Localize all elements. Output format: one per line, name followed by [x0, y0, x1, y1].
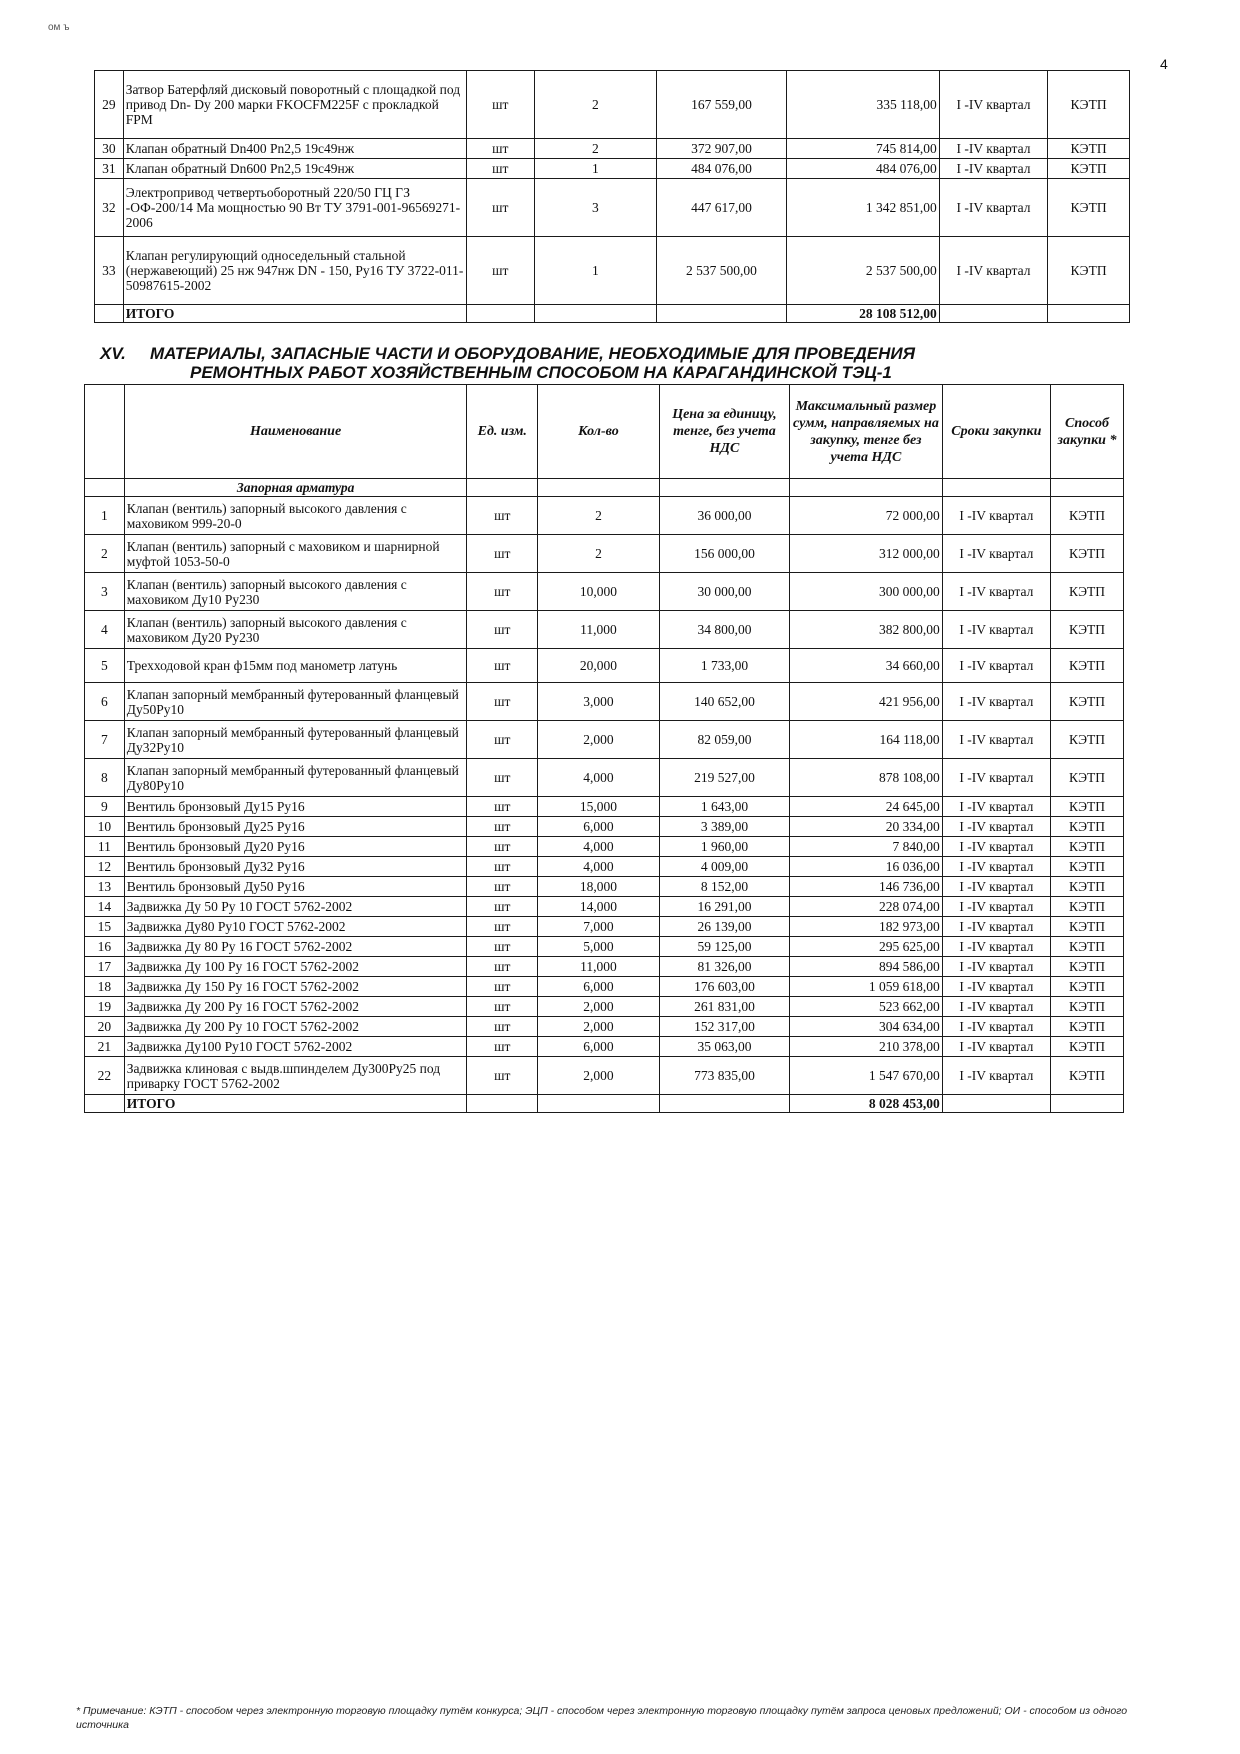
total-empty [659, 1095, 789, 1113]
item-unit: шт [467, 721, 538, 759]
item-name: Клапан обратный Dn600 Pn2,5 19с49нж [123, 159, 466, 179]
total-empty [467, 1095, 538, 1113]
table-row [85, 957, 1124, 977]
item-price: 3 389,00 [659, 817, 789, 837]
item-price: 36 000,00 [659, 497, 789, 535]
subgroup-title: Запорная арматура [124, 479, 467, 497]
item-sum: 878 108,00 [790, 759, 943, 797]
item-sum: 1 547 670,00 [790, 1057, 943, 1095]
item-unit: шт [467, 683, 538, 721]
item-price: 1 643,00 [659, 797, 789, 817]
total-sum: 28 108 512,00 [787, 305, 940, 323]
item-unit: шт [467, 957, 538, 977]
item-name: Задвижка Ду 80 Ру 16 ГОСТ 5762-2002 [124, 937, 467, 957]
item-method: КЭТП [1051, 917, 1124, 937]
item-sum: 304 634,00 [790, 1017, 943, 1037]
item-qty: 2,000 [538, 1057, 660, 1095]
item-sum: 1 342 851,00 [787, 179, 940, 237]
table-row [85, 917, 1124, 937]
table-row [95, 71, 1130, 139]
item-term: I -IV квартал [942, 937, 1050, 957]
item-term: I -IV квартал [942, 497, 1050, 535]
item-sum: 484 076,00 [787, 159, 940, 179]
item-name: Вентиль бронзовый Ду32 Ру16 [124, 857, 467, 877]
row-number: 3 [85, 573, 125, 611]
item-qty: 6,000 [538, 977, 660, 997]
header-row [85, 385, 1124, 479]
item-price: 82 059,00 [659, 721, 789, 759]
row-number: 4 [85, 611, 125, 649]
total-empty [466, 305, 535, 323]
row-number: 30 [95, 139, 124, 159]
item-method: КЭТП [1051, 683, 1124, 721]
row-number: 6 [85, 683, 125, 721]
item-term: I -IV квартал [942, 1037, 1050, 1057]
section-number: XV. [100, 344, 126, 363]
row-number: 21 [85, 1037, 125, 1057]
table-row [85, 683, 1124, 721]
item-qty: 2,000 [538, 1017, 660, 1037]
item-qty: 2 [538, 497, 660, 535]
header-method: Способ закупки * [1051, 385, 1124, 479]
item-qty: 11,000 [538, 611, 660, 649]
item-method: КЭТП [1051, 877, 1124, 897]
item-method: КЭТП [1051, 897, 1124, 917]
item-qty: 2 [535, 71, 657, 139]
item-sum: 16 036,00 [790, 857, 943, 877]
row-number: 7 [85, 721, 125, 759]
item-price: 773 835,00 [659, 1057, 789, 1095]
table-row [85, 721, 1124, 759]
row-number: 15 [85, 917, 125, 937]
item-price: 34 800,00 [659, 611, 789, 649]
item-qty: 11,000 [538, 957, 660, 977]
row-number: 17 [85, 957, 125, 977]
header-name: Наименование [124, 385, 467, 479]
item-sum: 182 973,00 [790, 917, 943, 937]
item-sum: 421 956,00 [790, 683, 943, 721]
item-method: КЭТП [1051, 497, 1124, 535]
item-term: I -IV квартал [939, 71, 1047, 139]
item-price: 219 527,00 [659, 759, 789, 797]
item-method: КЭТП [1051, 817, 1124, 837]
item-term: I -IV квартал [942, 649, 1050, 683]
item-name: Задвижка Ду 150 Ру 16 ГОСТ 5762-2002 [124, 977, 467, 997]
table-row [85, 997, 1124, 1017]
item-unit: шт [467, 917, 538, 937]
table-row [85, 837, 1124, 857]
row-number: 18 [85, 977, 125, 997]
item-method: КЭТП [1048, 159, 1130, 179]
row-number: 22 [85, 1057, 125, 1095]
table-row [85, 817, 1124, 837]
item-sum: 2 537 500,00 [787, 237, 940, 305]
item-unit: шт [467, 857, 538, 877]
item-name: Клапан запорный мембранный футерованный фланцевый Ду32Ру10 [124, 721, 467, 759]
item-price: 484 076,00 [656, 159, 786, 179]
item-term: I -IV квартал [942, 683, 1050, 721]
item-method: КЭТП [1051, 1057, 1124, 1095]
item-sum: 24 645,00 [790, 797, 943, 817]
item-name: Клапан регулирующий односедельный стальной (нержавеющий) 25 нж 947нж DN - 150, Ру16 ТУ 3722-011- 50987615-2002 [123, 237, 466, 305]
total-row [95, 305, 1130, 323]
item-method: КЭТП [1051, 649, 1124, 683]
item-term: I -IV квартал [942, 877, 1050, 897]
item-name: Вентиль бронзовый Ду20 Ру16 [124, 837, 467, 857]
item-term: I -IV квартал [942, 917, 1050, 937]
item-price: 167 559,00 [656, 71, 786, 139]
item-name: Задвижка Ду 200 Ру 16 ГОСТ 5762-2002 [124, 997, 467, 1017]
row-number: 29 [95, 71, 124, 139]
item-term: I -IV квартал [942, 759, 1050, 797]
item-name: Клапан (вентиль) запорный высокого давления с маховиком 999-20-0 [124, 497, 467, 535]
total-label: ИТОГО [124, 1095, 467, 1113]
item-term: I -IV квартал [939, 159, 1047, 179]
item-sum: 7 840,00 [790, 837, 943, 857]
item-unit: шт [467, 497, 538, 535]
table-row [85, 937, 1124, 957]
item-method: КЭТП [1048, 71, 1130, 139]
item-method: КЭТП [1051, 759, 1124, 797]
total-empty [95, 305, 124, 323]
item-price: 81 326,00 [659, 957, 789, 977]
row-number: 19 [85, 997, 125, 1017]
item-term: I -IV квартал [942, 957, 1050, 977]
item-term: I -IV квартал [939, 139, 1047, 159]
row-number: 32 [95, 179, 124, 237]
item-sum: 1 059 618,00 [790, 977, 943, 997]
item-name: Клапан обратный Dn400 Pn2,5 19с49нж [123, 139, 466, 159]
item-name: Задвижка Ду100 Ру10 ГОСТ 5762-2002 [124, 1037, 467, 1057]
total-empty [1048, 305, 1130, 323]
item-method: КЭТП [1051, 837, 1124, 857]
item-qty: 5,000 [538, 937, 660, 957]
item-unit: шт [467, 997, 538, 1017]
item-term: I -IV квартал [942, 817, 1050, 837]
item-qty: 2 [538, 535, 660, 573]
total-sum: 8 028 453,00 [790, 1095, 943, 1113]
item-sum: 335 118,00 [787, 71, 940, 139]
item-qty: 10,000 [538, 573, 660, 611]
item-method: КЭТП [1048, 237, 1130, 305]
item-price: 447 617,00 [656, 179, 786, 237]
row-number: 11 [85, 837, 125, 857]
item-price: 8 152,00 [659, 877, 789, 897]
item-sum: 72 000,00 [790, 497, 943, 535]
item-sum: 210 378,00 [790, 1037, 943, 1057]
total-empty [942, 1095, 1050, 1113]
header-number [85, 385, 125, 479]
item-name: Задвижка Ду 200 Ру 10 ГОСТ 5762-2002 [124, 1017, 467, 1037]
header-unit: Ед. изм. [467, 385, 538, 479]
item-name: Вентиль бронзовый Ду15 Ру16 [124, 797, 467, 817]
item-name: Задвижка клиновая с выдв.шпинделем Ду300Ру25 под приварку ГОСТ 5762-2002 [124, 1057, 467, 1095]
table-row [85, 857, 1124, 877]
table-row [95, 139, 1130, 159]
table-row [85, 649, 1124, 683]
table-row [85, 1017, 1124, 1037]
item-sum: 228 074,00 [790, 897, 943, 917]
item-name: Затвор Батерфляй дисковый поворотный с площадкой под привод Dn- Dy 200 марки FKOCFM225F с прокладкой FPM [123, 71, 466, 139]
item-price: 176 603,00 [659, 977, 789, 997]
item-price: 16 291,00 [659, 897, 789, 917]
item-term: I -IV квартал [939, 179, 1047, 237]
item-qty: 3 [535, 179, 657, 237]
header-qty: Кол-во [538, 385, 660, 479]
item-qty: 2,000 [538, 721, 660, 759]
item-price: 140 652,00 [659, 683, 789, 721]
item-name: Клапан запорный мембранный футерованный фланцевый Ду50Ру10 [124, 683, 467, 721]
item-unit: шт [467, 759, 538, 797]
item-unit: шт [466, 139, 535, 159]
item-qty: 1 [535, 237, 657, 305]
table-row [85, 1037, 1124, 1057]
total-empty [656, 305, 786, 323]
item-unit: шт [467, 837, 538, 857]
item-method: КЭТП [1051, 997, 1124, 1017]
item-method: КЭТП [1051, 857, 1124, 877]
item-unit: шт [466, 237, 535, 305]
row-number: 16 [85, 937, 125, 957]
item-name: Клапан (вентиль) запорный высокого давления с маховиком Ду10 Ру230 [124, 573, 467, 611]
top-continuation-table [94, 70, 1130, 323]
table-row [85, 759, 1124, 797]
item-qty: 2,000 [538, 997, 660, 1017]
item-qty: 4,000 [538, 759, 660, 797]
item-unit: шт [467, 649, 538, 683]
item-sum: 523 662,00 [790, 997, 943, 1017]
item-price: 26 139,00 [659, 917, 789, 937]
item-term: I -IV квартал [942, 977, 1050, 997]
item-term: I -IV квартал [942, 997, 1050, 1017]
item-term: I -IV квартал [939, 237, 1047, 305]
item-unit: шт [467, 611, 538, 649]
section-title-line-2: РЕМОНТНЫХ РАБОТ ХОЗЯЙСТВЕННЫМ СПОСОБОМ НА КАРАГАНДИНСКОЙ ТЭЦ-1 [190, 363, 892, 382]
item-sum: 146 736,00 [790, 877, 943, 897]
item-term: I -IV квартал [942, 573, 1050, 611]
row-number: 12 [85, 857, 125, 877]
item-method: КЭТП [1048, 139, 1130, 159]
row-number: 14 [85, 897, 125, 917]
item-method: КЭТП [1051, 977, 1124, 997]
item-unit: шт [467, 1037, 538, 1057]
table-row [85, 497, 1124, 535]
item-unit: шт [467, 937, 538, 957]
item-term: I -IV квартал [942, 611, 1050, 649]
item-qty: 4,000 [538, 837, 660, 857]
item-unit: шт [467, 1017, 538, 1037]
row-number: 13 [85, 877, 125, 897]
table-row [85, 977, 1124, 997]
item-qty: 1 [535, 159, 657, 179]
total-row [85, 1095, 1124, 1113]
item-qty: 20,000 [538, 649, 660, 683]
scan-mark: ом ъ [48, 22, 70, 33]
item-sum: 312 000,00 [790, 535, 943, 573]
item-name: Трехходовой кран ф15мм под манометр латунь [124, 649, 467, 683]
table-row [85, 877, 1124, 897]
item-unit: шт [467, 1057, 538, 1095]
item-unit: шт [467, 897, 538, 917]
item-name: Вентиль бронзовый Ду50 Ру16 [124, 877, 467, 897]
item-price: 1 960,00 [659, 837, 789, 857]
item-name: Клапан запорный мембранный футерованный фланцевый Ду80Ру10 [124, 759, 467, 797]
item-sum: 745 814,00 [787, 139, 940, 159]
row-number: 9 [85, 797, 125, 817]
page-number: 4 [1160, 56, 1168, 72]
row-number: 31 [95, 159, 124, 179]
item-qty: 7,000 [538, 917, 660, 937]
item-price: 1 733,00 [659, 649, 789, 683]
total-empty [85, 1095, 125, 1113]
row-number: 10 [85, 817, 125, 837]
item-unit: шт [467, 977, 538, 997]
table-row [85, 1057, 1124, 1095]
item-method: КЭТП [1051, 937, 1124, 957]
item-qty: 2 [535, 139, 657, 159]
item-name: Клапан (вентиль) запорный с маховиком и шарнирной муфтой 1053-50-0 [124, 535, 467, 573]
table-row [95, 237, 1130, 305]
item-term: I -IV квартал [942, 1057, 1050, 1095]
table-row [85, 573, 1124, 611]
item-unit: шт [467, 797, 538, 817]
item-name: Задвижка Ду 50 Ру 10 ГОСТ 5762-2002 [124, 897, 467, 917]
item-sum: 894 586,00 [790, 957, 943, 977]
header-term: Сроки закупки [942, 385, 1050, 479]
header-price: Цена за единицу, тенге, без учета НДС [659, 385, 789, 479]
materials-table [84, 384, 1124, 1113]
item-price: 4 009,00 [659, 857, 789, 877]
item-price: 2 537 500,00 [656, 237, 786, 305]
item-name: Электропривод четвертьоборотный 220/50 ГЦ ГЗ -ОФ-200/14 Ма мощностью 90 Вт ТУ 3791-001-96569271-2006 [123, 179, 466, 237]
item-qty: 6,000 [538, 1037, 660, 1057]
table-row [85, 611, 1124, 649]
item-unit: шт [466, 159, 535, 179]
item-sum: 295 625,00 [790, 937, 943, 957]
item-price: 35 063,00 [659, 1037, 789, 1057]
item-qty: 3,000 [538, 683, 660, 721]
item-sum: 164 118,00 [790, 721, 943, 759]
item-method: КЭТП [1051, 957, 1124, 977]
item-qty: 4,000 [538, 857, 660, 877]
item-name: Задвижка Ду80 Ру10 ГОСТ 5762-2002 [124, 917, 467, 937]
total-empty [538, 1095, 660, 1113]
item-unit: шт [467, 573, 538, 611]
item-unit: шт [467, 535, 538, 573]
header-sum: Максимальный размер сумм, направляемых на закупку, тенге без учета НДС [790, 385, 943, 479]
item-name: Клапан (вентиль) запорный высокого давления с маховиком Ду20 Ру230 [124, 611, 467, 649]
item-unit: шт [466, 71, 535, 139]
item-unit: шт [466, 179, 535, 237]
item-name: Задвижка Ду 100 Ру 16 ГОСТ 5762-2002 [124, 957, 467, 977]
item-term: I -IV квартал [942, 897, 1050, 917]
item-qty: 15,000 [538, 797, 660, 817]
table-row [85, 797, 1124, 817]
item-price: 156 000,00 [659, 535, 789, 573]
footnote: * Примечание: КЭТП - способом через электронную торговую площадку путём конкурса; ЭЦП - способом через электронную торговую площадку путём запроса ценовых предложений; ОИ - способом из одного источника [76, 1705, 1128, 1731]
table-row [85, 535, 1124, 573]
item-sum: 34 660,00 [790, 649, 943, 683]
subgroup-row [85, 479, 1124, 497]
item-qty: 18,000 [538, 877, 660, 897]
item-sum: 300 000,00 [790, 573, 943, 611]
item-price: 152 317,00 [659, 1017, 789, 1037]
item-term: I -IV квартал [942, 797, 1050, 817]
section-title-line-1: МАТЕРИАЛЫ, ЗАПАСНЫЕ ЧАСТИ И ОБОРУДОВАНИЕ, НЕОБХОДИМЫЕ ДЛЯ ПРОВЕДЕНИЯ [150, 344, 916, 363]
item-price: 261 831,00 [659, 997, 789, 1017]
item-term: I -IV квартал [942, 721, 1050, 759]
item-method: КЭТП [1048, 179, 1130, 237]
row-number: 2 [85, 535, 125, 573]
item-term: I -IV квартал [942, 535, 1050, 573]
item-method: КЭТП [1051, 721, 1124, 759]
item-method: КЭТП [1051, 535, 1124, 573]
row-number: 20 [85, 1017, 125, 1037]
table-row [95, 179, 1130, 237]
item-method: КЭТП [1051, 1017, 1124, 1037]
item-method: КЭТП [1051, 1037, 1124, 1057]
item-method: КЭТП [1051, 611, 1124, 649]
total-label: ИТОГО [123, 305, 466, 323]
item-price: 30 000,00 [659, 573, 789, 611]
item-qty: 6,000 [538, 817, 660, 837]
total-empty [535, 305, 657, 323]
row-number: 33 [95, 237, 124, 305]
table-row [95, 159, 1130, 179]
table-row [85, 897, 1124, 917]
item-sum: 20 334,00 [790, 817, 943, 837]
total-empty [939, 305, 1047, 323]
total-empty [1051, 1095, 1124, 1113]
row-number: 8 [85, 759, 125, 797]
row-number: 1 [85, 497, 125, 535]
item-price: 372 907,00 [656, 139, 786, 159]
row-number: 5 [85, 649, 125, 683]
item-price: 59 125,00 [659, 937, 789, 957]
item-method: КЭТП [1051, 573, 1124, 611]
item-method: КЭТП [1051, 797, 1124, 817]
item-unit: шт [467, 817, 538, 837]
item-name: Вентиль бронзовый Ду25 Ру16 [124, 817, 467, 837]
item-sum: 382 800,00 [790, 611, 943, 649]
item-term: I -IV квартал [942, 837, 1050, 857]
item-qty: 14,000 [538, 897, 660, 917]
item-unit: шт [467, 877, 538, 897]
item-term: I -IV квартал [942, 1017, 1050, 1037]
item-term: I -IV квартал [942, 857, 1050, 877]
